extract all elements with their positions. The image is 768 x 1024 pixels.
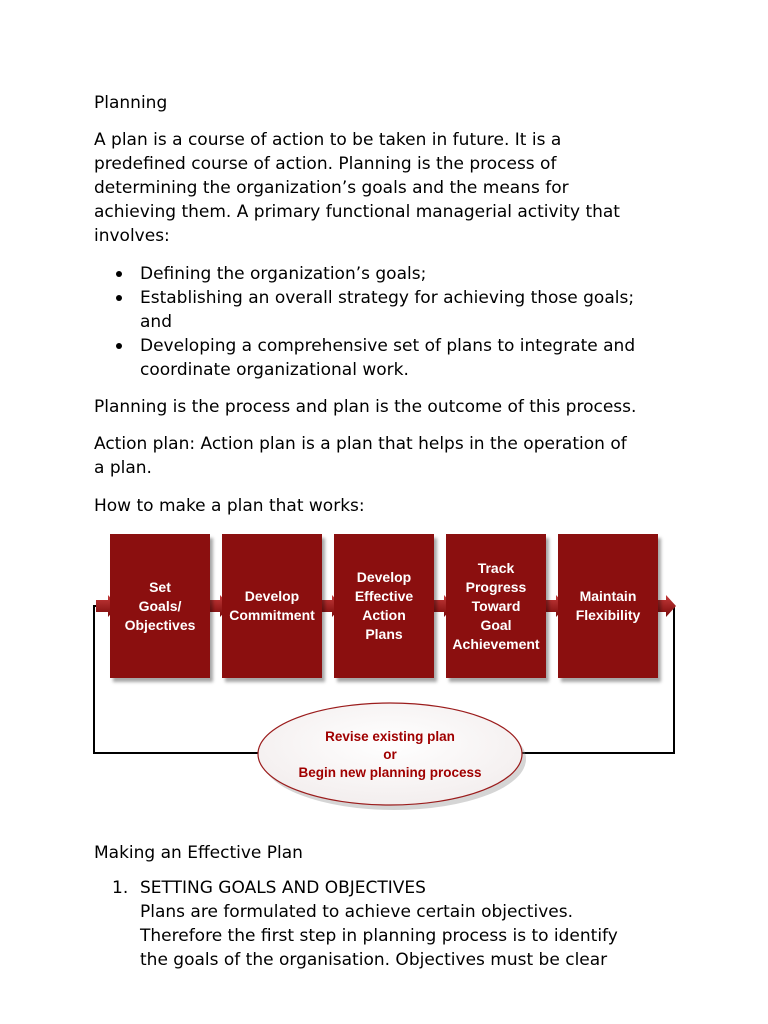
list-item [94,286,635,334]
list-item [94,262,635,286]
section-title: Making an Effective Plan [94,843,303,863]
page-title: Planning [94,93,168,113]
action-plan-line: Action plan: Action plan is a plan that helps in the operation of [94,434,627,454]
list-item [94,334,635,382]
numbered-list [94,876,618,972]
outcome-paragraph: Planning is the process and plan is the outcome of this process. [94,397,637,417]
list-item-title: SETTING GOALS AND OBJECTIVES [140,878,426,898]
step-develop-action-plans: Develop Effective Action Plans [334,534,434,678]
list-item [94,876,618,972]
list-item-text: the goals of the organisation. Objectives must be clear [140,950,608,970]
list-item-text: Plans are formulated to achieve certain objectives. [140,902,573,922]
intro-line: achieving them. A primary functional managerial activity that [94,202,620,222]
intro-line: A plan is a course of action to be taken in future. It is a [94,130,562,150]
how-to-heading: How to make a plan that works: [94,496,365,516]
action-plan-line: a plan. [94,458,152,478]
bullet-text: Establishing an overall strategy for achieving those goals; [140,288,635,308]
bullet-text: coordinate organizational work. [140,360,409,380]
feedback-label: Revise existing plan or Begin new planning process [298,729,482,780]
bullet-text: Defining the organization’s goals; [140,264,427,284]
list-number: 1. [112,878,129,898]
intro-line: predefined course of action. Planning is the process of [94,154,557,174]
step-develop-commitment: Develop Commitment [222,534,322,678]
planning-process-diagram [90,530,680,820]
step-track-progress: Track Progress Toward Goal Achievement [446,534,546,678]
intro-line: determining the organization’s goals and the means for [94,178,569,198]
step-maintain-flexibility: Maintain Flexibility [558,534,658,678]
list-item-text: Therefore the first step in planning process is to identify [140,926,618,946]
step-set-goals: Set Goals/ Objectives [110,534,210,678]
intro-line: involves: [94,226,170,246]
bullet-text: Developing a comprehensive set of plans to integrate and [140,336,636,356]
bullet-text: and [140,312,172,332]
bullet-list [94,262,635,382]
